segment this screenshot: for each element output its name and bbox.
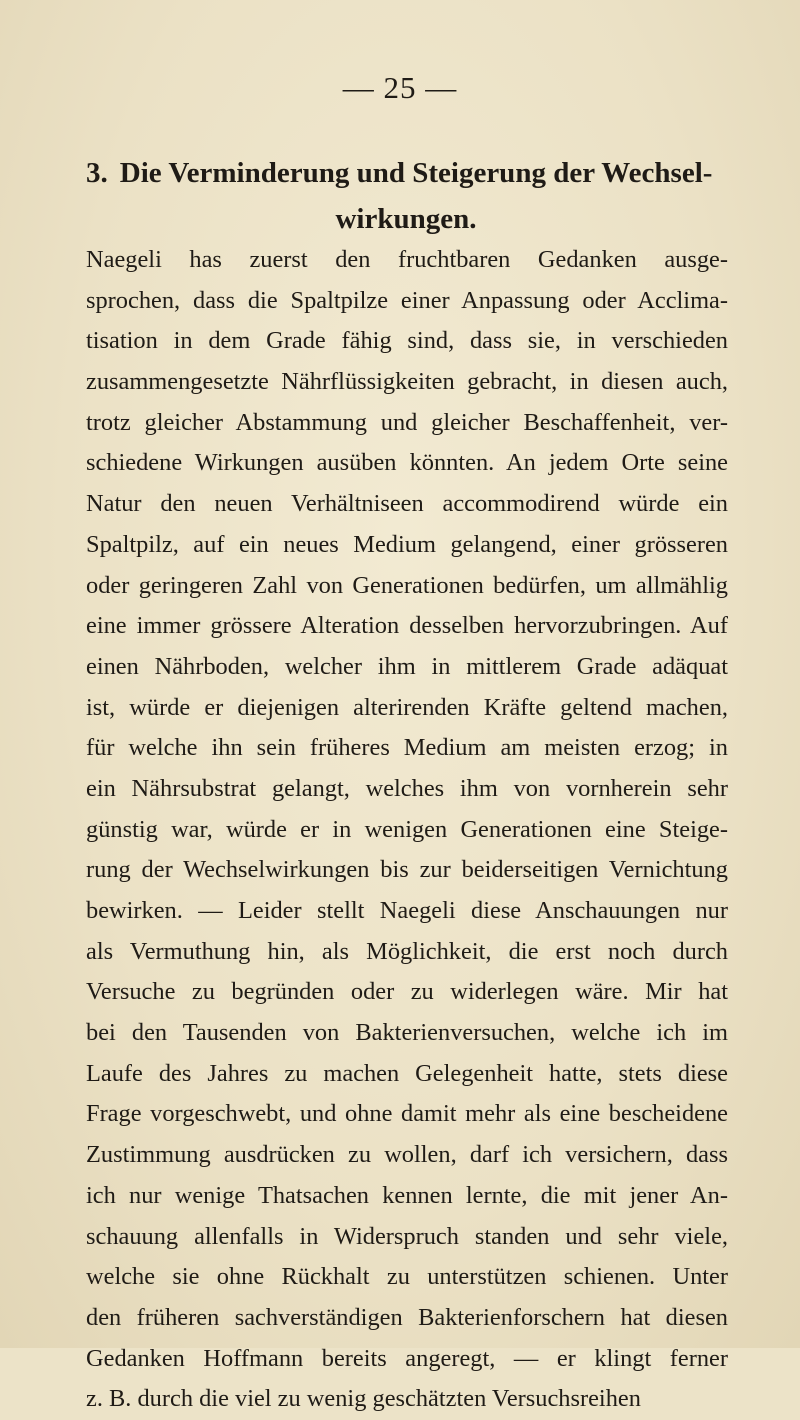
text-line: schiedene Wirkungen ausüben könnten. An jedem Orte seine	[86, 449, 728, 477]
body-paragraph	[86, 240, 728, 1420]
text-line: bei den Tausenden von Bakterienversuchen, welche ich im	[86, 1019, 728, 1047]
text-line: Versuche zu begründen oder zu widerlegen wäre. Mir hat	[86, 978, 728, 1006]
text-line: einen Nährboden, welcher ihm in mittlerem Grade adäquat	[86, 652, 728, 680]
text-line: sprochen, dass die Spaltpilze einer Anpassung oder Acclima-	[86, 286, 728, 314]
text-line: Zustimmung ausdrücken zu wollen, darf ich versichern, dass	[86, 1141, 728, 1169]
text-line: welche sie ohne Rückhalt zu unterstützen schienen. Unter	[86, 1263, 728, 1291]
text-line: Gedanken Hoffmann bereits angeregt, — er klingt ferner	[86, 1344, 728, 1372]
text-line: zusammengesetzte Nährflüssigkeiten gebracht, in diesen auch,	[86, 368, 728, 396]
section-title-part-1: Die Verminderung und Steigerung der Wechsel-	[119, 157, 713, 189]
text-line: bewirken. — Leider stellt Naegeli diese Anschauungen nur	[86, 897, 728, 924]
text-line: trotz gleicher Abstammung und gleicher Beschaffenheit, ver-	[86, 408, 728, 436]
text-line: tisation in dem Grade fähig sind, dass sie, in verschieden	[86, 327, 728, 355]
text-line: oder geringeren Zahl von Generationen bedürfen, um allmählig	[86, 571, 728, 599]
text-line: Spaltpilz, auf ein neues Medium gelangend, einer grösseren	[86, 530, 728, 558]
text-line: Laufe des Jahres zu machen Gelegenheit hatte, stets diese	[86, 1059, 728, 1087]
text-line: rung der Wechselwirkungen bis zur beiderseitigen Vernichtung	[86, 856, 728, 884]
text-line: als Vermuthung hin, als Möglichkeit, die erst noch durch	[86, 937, 728, 965]
text-line: z. B. durch die viel zu wenig geschätzten Versuchsreihen	[86, 1385, 641, 1413]
section-heading-line-1	[86, 150, 726, 196]
text-line: den früheren sachverständigen Bakterienforschern hat diesen	[86, 1303, 728, 1331]
text-line: ich nur wenige Thatsachen kennen lernte, die mit jener An-	[86, 1181, 728, 1209]
section-number: 3.	[86, 157, 108, 189]
text-line: für welche ihn sein früheres Medium am meisten erzog; in	[86, 734, 728, 762]
text-line: günstig war, würde er in wenigen Generationen eine Steige-	[86, 815, 728, 843]
text-line: ein Nährsubstrat gelangt, welches ihm von vornherein sehr	[86, 774, 728, 802]
text-line: Frage vorgeschwebt, und ohne damit mehr als eine bescheidene	[86, 1100, 728, 1128]
text-line: schauung allenfalls in Widerspruch standen und sehr viele,	[86, 1222, 728, 1250]
text-line: Naegeli has zuerst den fruchtbaren Gedanken ausge-	[86, 246, 728, 273]
section-title-part-2: wirkungen.	[335, 203, 477, 235]
text-line: Natur den neuen Verhältniseen accommodirend würde ein	[86, 490, 728, 518]
text-line: ist, würde er diejenigen alterirenden Kräfte geltend machen,	[86, 693, 728, 721]
text-line: eine immer grössere Alteration desselben hervorzubringen. Auf	[86, 612, 728, 640]
section-heading	[86, 150, 726, 242]
page-number: — 25 —	[342, 70, 458, 105]
